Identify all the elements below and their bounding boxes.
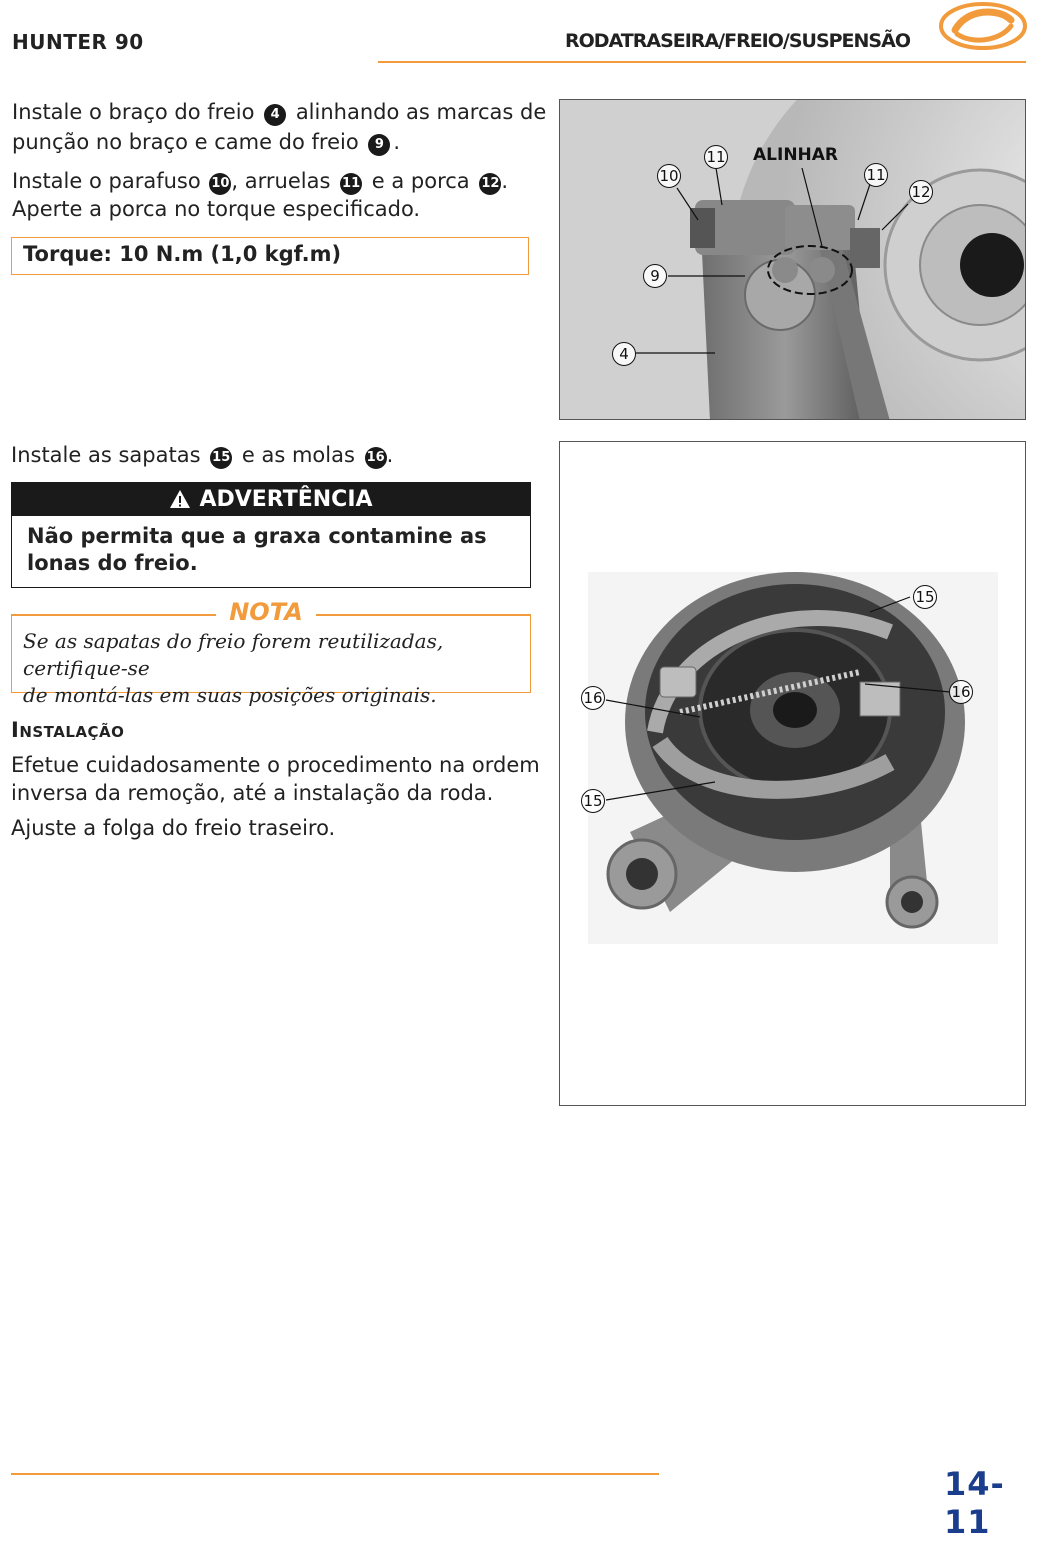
- callout-marker: 15: [913, 585, 937, 609]
- warning-line: lonas do freio.: [27, 551, 198, 575]
- section-title: RODATRASEIRA/FREIO/SUSPENSÃO: [565, 30, 910, 52]
- brake-shoes-illustration: [560, 442, 1026, 1106]
- adjust-text: Ajuste a folga do freio traseiro.: [11, 816, 336, 840]
- step-text: e a porca: [371, 169, 470, 193]
- manual-model: HUNTER 90: [12, 30, 144, 54]
- step-text: Instale o parafuso: [12, 169, 201, 193]
- part-number-badge: 15: [210, 447, 232, 469]
- step-text: , arruelas: [231, 169, 331, 193]
- note-line: de montá-las em suas posições originais.: [23, 683, 437, 707]
- part-number-badge: 10: [209, 173, 231, 195]
- page-number: 14-11: [944, 1465, 1005, 1541]
- warning-title: ADVERTÊNCIA: [199, 487, 373, 512]
- callout-marker: 12: [909, 180, 933, 204]
- warning-line: Não permita que a graxa contamine as: [27, 524, 487, 548]
- step-text: alinhando as marcas de: [295, 100, 547, 124]
- step-text: .: [393, 130, 401, 154]
- step-text: Instale o braço do freio: [12, 100, 255, 124]
- torque-spec: Torque: 10 N.m (1,0 kgf.m): [23, 242, 342, 266]
- step-text: .: [386, 443, 394, 467]
- step-text: .: [501, 169, 509, 193]
- note-title: NOTA: [229, 598, 303, 626]
- note-text: [23, 628, 530, 709]
- part-number-badge: 16: [365, 447, 387, 469]
- part-number-badge: 4: [264, 104, 286, 126]
- step-text: e as molas: [241, 443, 355, 467]
- step-text: punção no braço e came do freio: [12, 130, 359, 154]
- warning-box: [11, 482, 531, 588]
- brand-logo-icon: [937, 0, 1029, 52]
- step-shoes: [11, 440, 393, 470]
- callout-marker: 11: [864, 163, 888, 187]
- installation-text: [11, 751, 540, 807]
- step-brake-arm: [12, 97, 546, 157]
- part-number-badge: 11: [340, 173, 362, 195]
- align-label: ALINHAR: [753, 145, 839, 165]
- brake-arm-photo: [559, 99, 1026, 420]
- installation-heading: Instalação: [11, 718, 125, 742]
- step-bolt: [12, 167, 508, 223]
- warning-header: [12, 483, 530, 516]
- warning-text: [27, 523, 487, 577]
- callout-marker: 4: [612, 342, 636, 366]
- callout-marker: 16: [581, 686, 605, 710]
- step-text: Aperte a porca no torque especificado.: [12, 197, 421, 221]
- installation-line: inversa da remoção, até a instalação da roda.: [11, 781, 494, 805]
- step-text: Instale as sapatas: [11, 443, 201, 467]
- footer-divider: [11, 1473, 659, 1475]
- note-line: Se as sapatas do freio forem reutilizadas, certifique-se: [23, 629, 444, 680]
- note-box: [11, 614, 531, 707]
- callout-marker: 10: [657, 164, 681, 188]
- header-divider: [378, 61, 1026, 63]
- torque-spec-box: [11, 237, 529, 275]
- brake-shoes-photo: [559, 441, 1026, 1106]
- part-number-badge: 9: [368, 134, 390, 156]
- callout-marker: 15: [581, 789, 605, 813]
- installation-line: Efetue cuidadosamente o procedimento na ordem: [11, 753, 540, 777]
- callout-marker: 9: [643, 264, 667, 288]
- part-number-badge: 12: [479, 173, 501, 195]
- callout-marker: 16: [949, 680, 973, 704]
- callout-marker: 11: [704, 145, 728, 169]
- warning-triangle-icon: [169, 489, 191, 509]
